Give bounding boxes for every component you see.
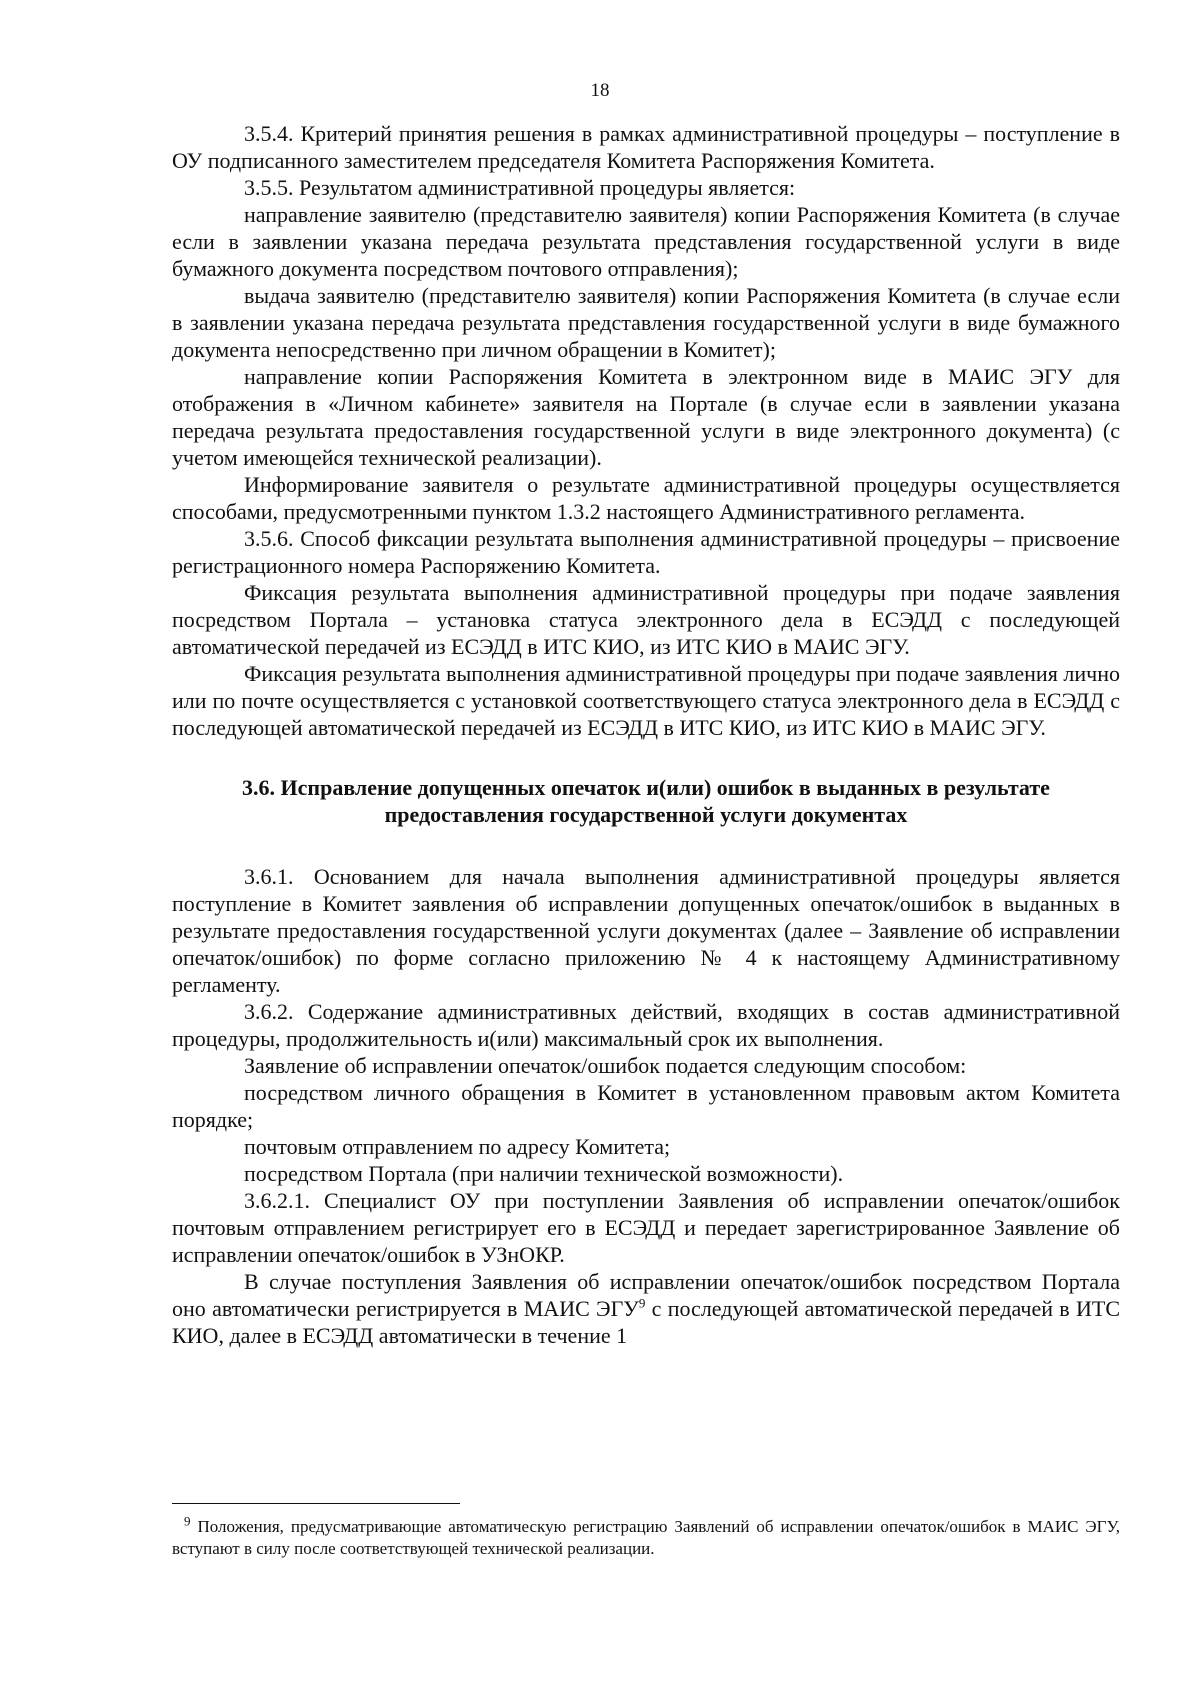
paragraph-result-in-person: выдача заявителю (представителю заявителя) копии Распоряжения Комитета (в случае если в заявлении указана передача результата представления государственной услуги в виде бумажного документа непосредственно при личном обращении в Комитет); [172,283,1120,362]
document-body [172,120,1120,1349]
paragraph-method-portal: посредством Портала (при наличии технической возможности). [244,1161,844,1186]
footnote [172,1513,1120,1560]
paragraph-3-6-2: 3.6.2. Содержание административных действий, входящих в состав административной процедуры, продолжительность и(или) максимальный срок их выполнения. [172,999,1120,1051]
paragraph-informing: Информирование заявителя о результате административной процедуры осуществляется способами, предусмотренными пунктом 1.3.2 настоящего Административного регламента. [172,472,1120,524]
paragraph-submission-method: Заявление об исправлении опечаток/ошибок подается следующим способом: [244,1053,967,1078]
paragraph-3-5-6: 3.5.6. Способ фиксации результата выполнения административной процедуры – присвоение регистрационного номера Распоряжению Комитета. [172,526,1120,578]
paragraph-portal-registration [172,1268,1120,1349]
paragraph-result-electronic: направление копии Распоряжения Комитета в электронном виде в МАИС ЭГУ для отображения в «Личном кабинете» заявителя на Портале (в случае если в заявлении указана передача результата предоставления государственной услуги в виде электронного документа) (с учетом имеющейся технической реализации). [172,364,1120,470]
footnote-number: 9 [184,1513,191,1529]
paragraph-result-mail: направление заявителю (представителю заявителя) копии Распоряжения Комитета (в случае если в заявлении указана передача результата представления государственной услуги в виде бумажного документа посредством почтового отправления); [172,202,1120,281]
page-number: 18 [590,80,610,101]
section-heading-3-6: 3.6. Исправление допущенных опечаток и(или) ошибок в выданных в результате предоставления государственной услуги документах [242,775,1050,827]
paragraph-3-5-4: 3.5.4. Критерий принятия решения в рамках административной процедуры – поступление в ОУ подписанного заместителем председателя Комитета Распоряжения Комитета. [172,121,1120,173]
paragraph-fixation-portal: Фиксация результата выполнения административной процедуры при подаче заявления посредством Портала – установка статуса электронного дела в ЕСЭДД с последующей автоматической передачей из ЕСЭДД в ИТС КИО, из ИТС КИО в МАИС ЭГУ. [172,580,1120,659]
paragraph-method-mail: почтовым отправлением по адресу Комитета; [244,1134,671,1159]
footnote-separator [172,1503,460,1504]
portal-registration-text-before: В случае поступления Заявления об исправлении опечаток/ошибок посредством Портала оно автоматически регистрируется в МАИС ЭГУ [172,1269,1120,1321]
footnote-text: Положения, предусматривающие автоматическую регистрацию Заявлений об исправлении опечаток/ошибок в МАИС ЭГУ, вступают в силу после соответствующей технической реализации. [172,1517,1120,1558]
paragraph-fixation-mail: Фиксация результата выполнения административной процедуры при подаче заявления лично или по почте осуществляется с установкой соответствующего статуса электронного дела в ЕСЭДД с последующей автоматической передачей из ЕСЭДД в ИТС КИО, из ИТС КИО в МАИС ЭГУ. [172,661,1120,740]
paragraph-3-5-5: 3.5.5. Результатом административной процедуры является: [244,175,796,200]
paragraph-method-personal: посредством личного обращения в Комитет в установленном правовым актом Комитета порядке; [172,1080,1120,1132]
paragraph-3-6-2-1: 3.6.2.1. Специалист ОУ при поступлении Заявления об исправлении опечаток/ошибок почтовым отправлением регистрирует его в ЕСЭДД и передает зарегистрированное Заявление об исправлении опечаток/ошибок в УЗнОКР. [172,1188,1120,1267]
paragraph-3-6-1: 3.6.1. Основанием для начала выполнения административной процедуры является поступление в Комитет заявления об исправлении допущенных опечаток/ошибок в выданных в результате предоставления государственной услуги документах (далее – Заявление об исправлении опечаток/ошибок) по форме согласно приложению № 4 к настоящему Административному регламенту. [172,864,1120,997]
footnote-reference[interactable]: 9 [638,1295,646,1311]
portal-registration-text-after: с последующей автоматической передачей в ИТС КИО, далее в ЕСЭДД автоматически в течение 1 [172,1296,1120,1348]
